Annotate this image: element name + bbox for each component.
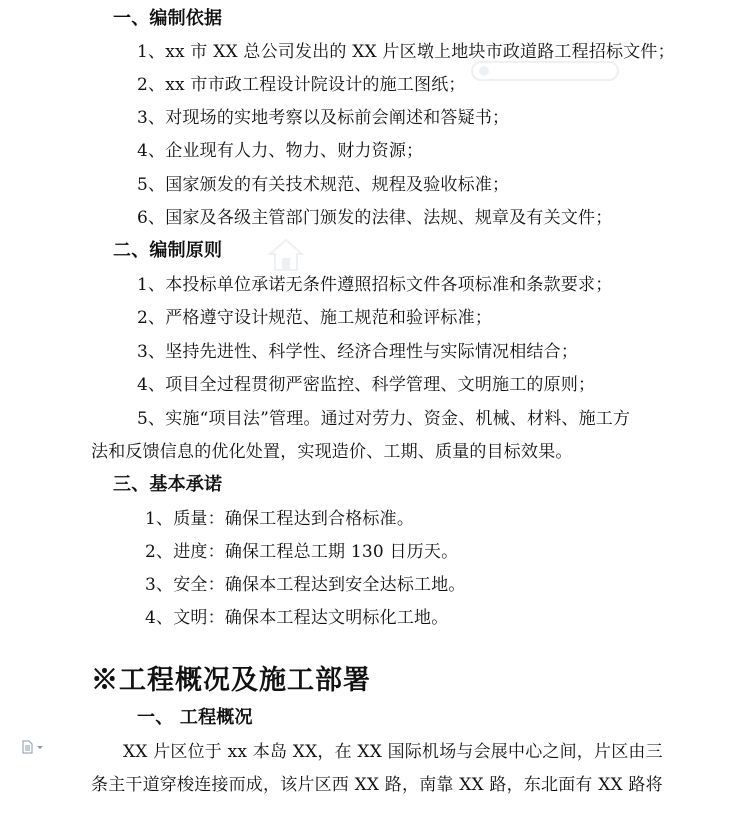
list-item: 1、本投标单位承诺无条件遵照招标文件各项标准和条款要求； <box>137 275 613 295</box>
document-icon[interactable] <box>22 740 46 754</box>
list-item: 1、质量：确保工程达到合格标准。 <box>145 509 415 529</box>
section-heading: 二、编制原则 <box>113 240 223 261</box>
list-item-continuation: 法和反馈信息的优化处置，实现造价、工期、质量的目标效果。 <box>91 442 573 462</box>
house-logo-icon <box>268 238 304 272</box>
list-item: 2、xx 市市政工程设计院设计的施工图纸； <box>137 75 466 95</box>
list-item: 2、进度：确保工程总工期 130 日历天。 <box>145 542 459 562</box>
paragraph-line: 条主干道穿梭连接而成，该片区西 XX 路，南靠 XX 路，东北面有 XX 路将 <box>91 775 663 795</box>
list-item: 6、国家及各级主管部门颁发的法律、法规、规章及有关文件； <box>137 208 613 228</box>
list-item: 5、国家颁发的有关技术规范、规程及验收标准； <box>137 175 510 195</box>
list-item: 3、坚持先进性、科学性、经济合理性与实际情况相结合； <box>137 342 579 362</box>
list-item: 2、严格遵守设计规范、施工规范和验评标准； <box>137 308 493 328</box>
list-item: 1、xx 市 XX 总公司发出的 XX 片区墩上地块市政道路工程招标文件； <box>137 42 675 62</box>
paragraph-line: XX 片区位于 xx 本岛 XX，在 XX 国际机场与会展中心之间，片区由三 <box>123 742 663 762</box>
list-item: 4、文明：确保本工程达文明标化工地。 <box>145 608 449 628</box>
section-heading: 一、编制依据 <box>113 8 223 29</box>
chapter-title: ※工程概况及施工部署 <box>91 665 371 696</box>
sub-heading: 一、 工程概况 <box>137 707 253 728</box>
list-item: 3、对现场的实地考察以及标前会阐述和答疑书； <box>137 108 510 128</box>
list-item: 3、安全：确保本工程达到安全达标工地。 <box>145 575 466 595</box>
list-item: 5、实施“项目法”管理。通过对劳力、资金、机械、材料、施工方 <box>137 409 631 429</box>
list-item: 4、企业现有人力、物力、财力资源； <box>137 141 424 161</box>
section-heading: 三、基本承诺 <box>113 474 223 495</box>
list-item: 4、项目全过程贯彻严密监控、科学管理、文明施工的原则； <box>137 375 596 395</box>
